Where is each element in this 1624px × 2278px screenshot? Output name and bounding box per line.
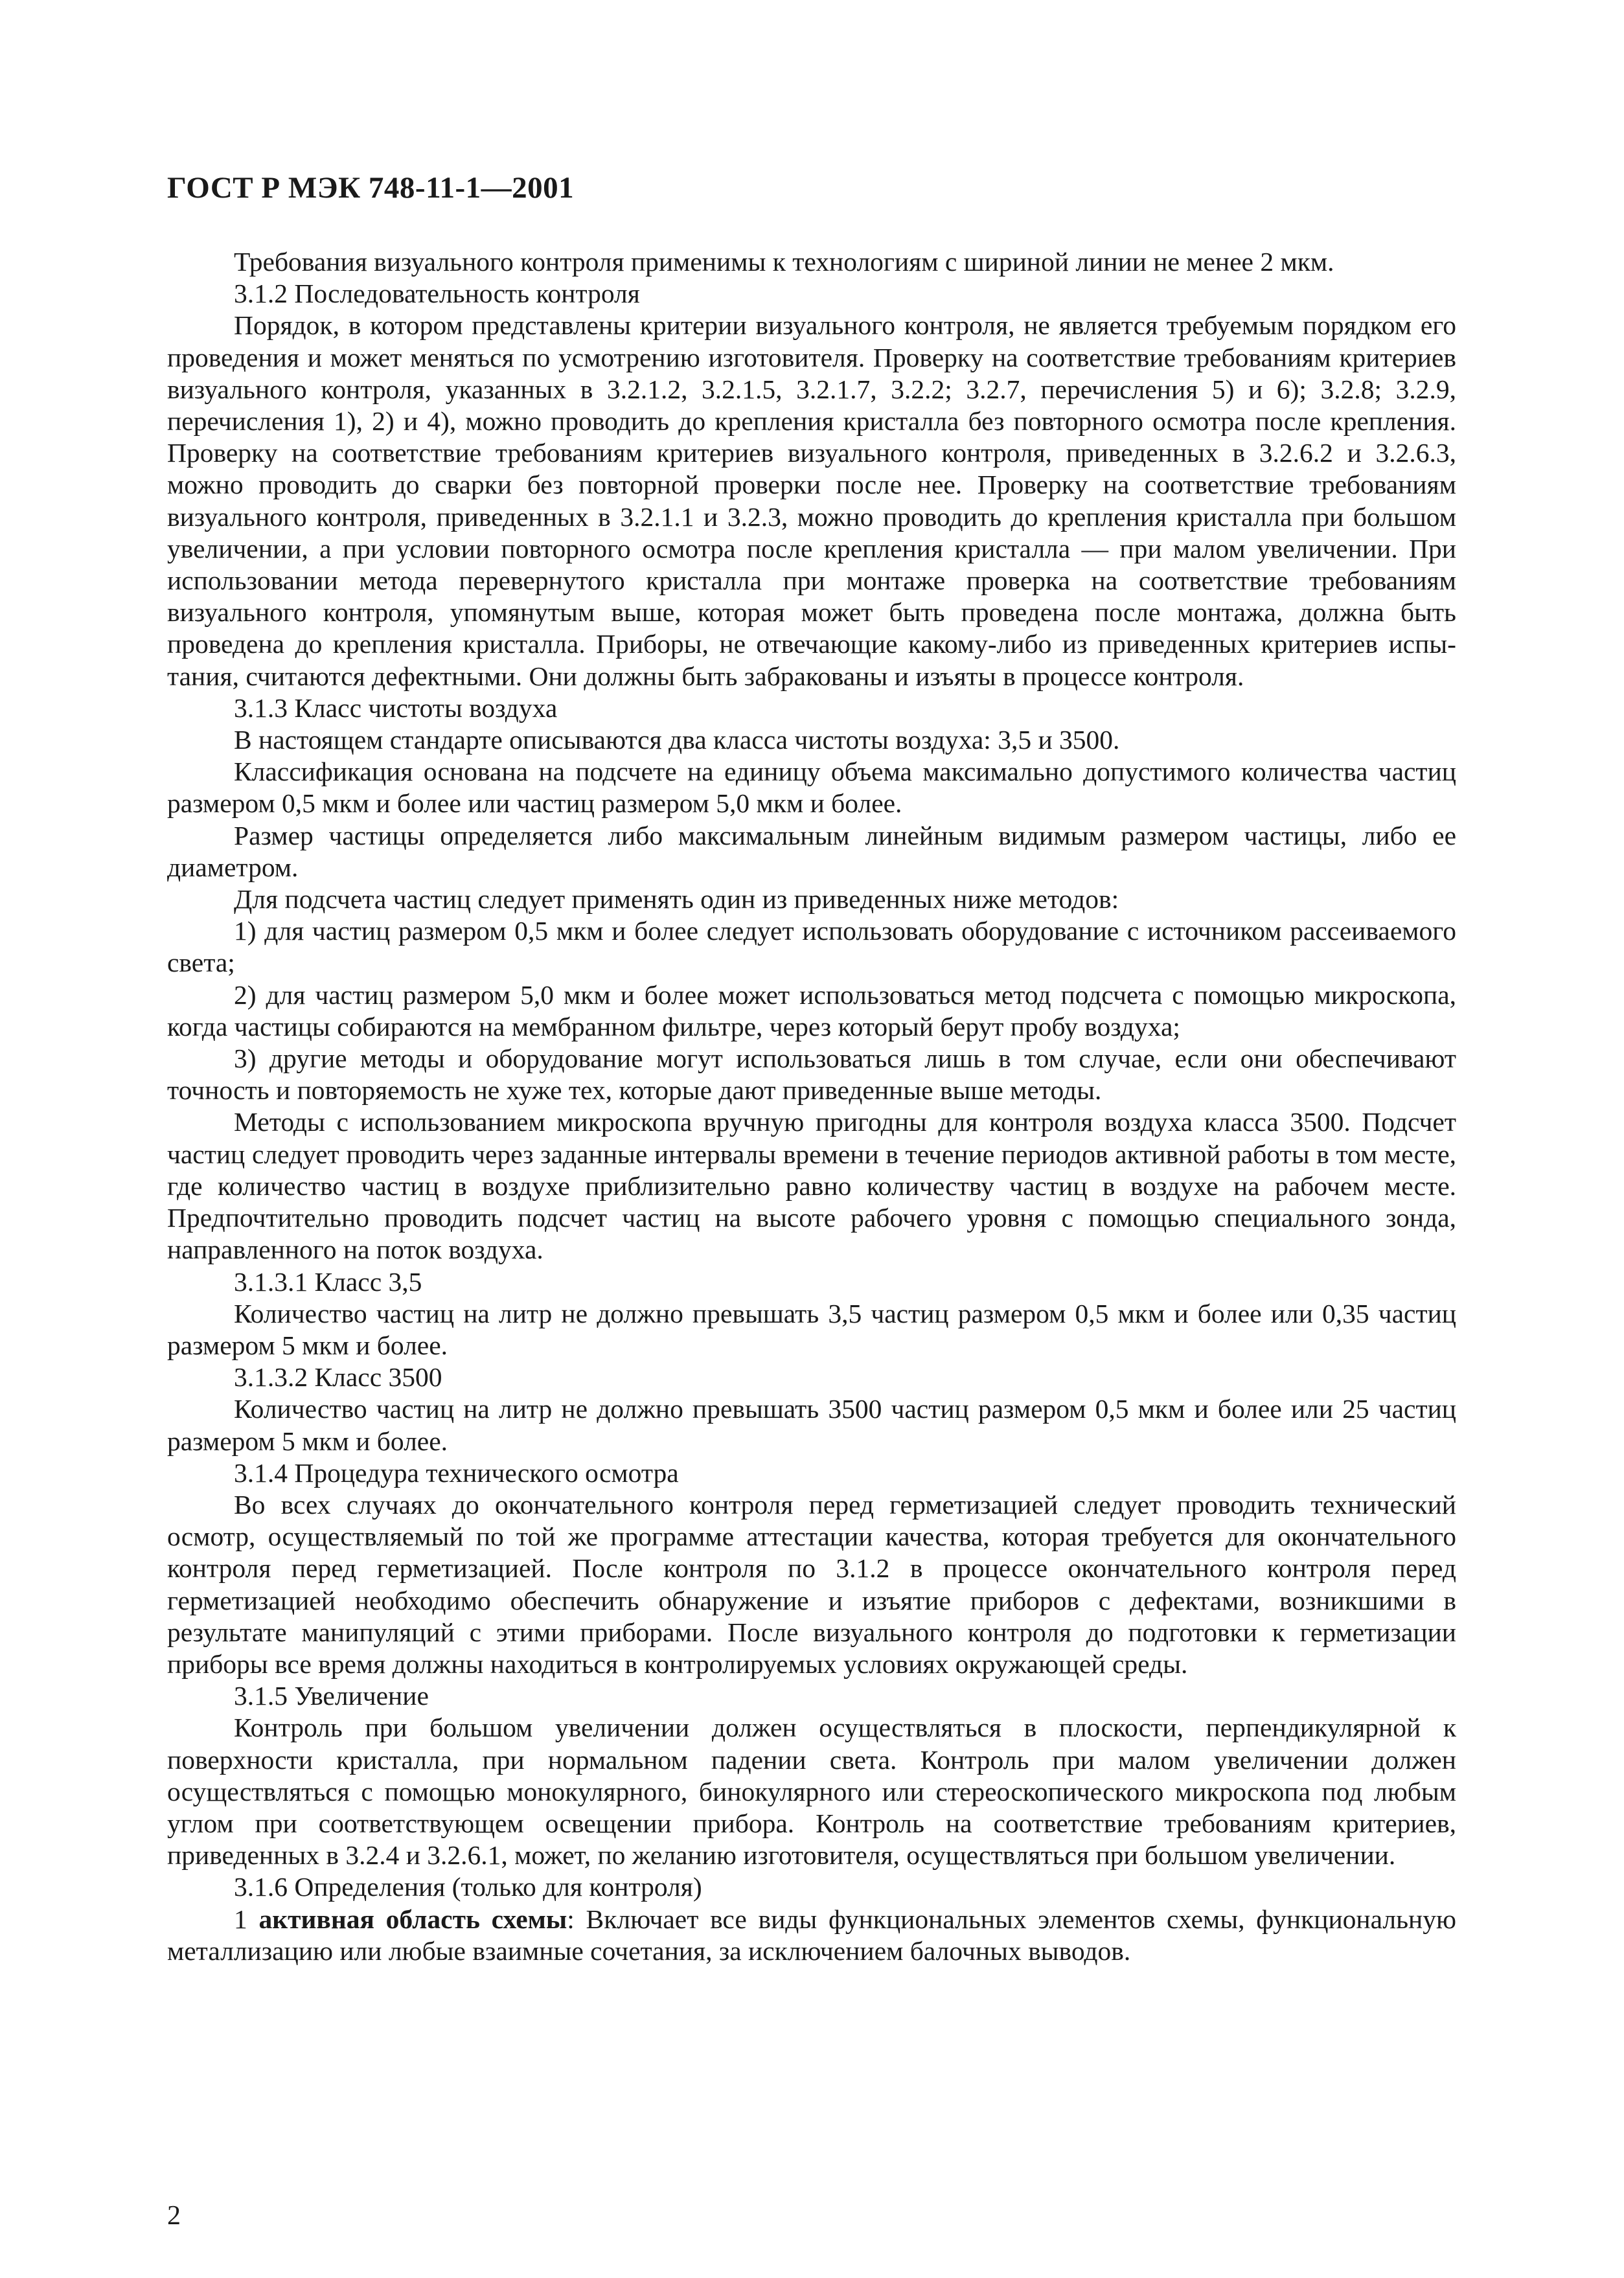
paragraph: Во всех случаях до окончательного контроля перед герметизацией следует проводить технический осмотр, осуществляемый по той же программе аттестации качества, которая требуется для окончательного контроля перед герметизацией. После контроля по 3.1.2 в процессе окончательного контроля перед герметизацией необходимо обеспечить обнаружение и изъятие приборов с дефектами, возникшими в результате манипуляций с этими приборами. После визуального контроля до подготовки к герметизации приборы все время должны находиться в контролируемых условиях окружающей среды. <box>167 1489 1456 1679</box>
section-heading: 3.1.5 Увеличение <box>234 1681 429 1711</box>
definition-number: 1 <box>234 1904 247 1934</box>
paragraph: Требования визуального контроля применимы к технологиям с шириной линии не менее 2 мкм. <box>234 247 1334 277</box>
page-number: 2 <box>167 2201 181 2231</box>
paragraph: Порядок, в котором представлены критерии визуального контроля, не является требуемым порядком его проведения и может меняться по усмотрению изготовителя. Проверку на соответствие требованиям критериев визуального контроля, указанных в 3.2.1.2, 3.2.1.5, 3.2.1.7, 3.2.2; 3.2.7, перечисления 5) и 6); 3.2.8; 3.2.9, перечисления 1), 2) и 4), можно проводить до крепления кристалла без повторного осмотра после крепления. Проверку на соответствие требованиям критериев визуального контроля, приведенных в 3.2.6.2 и 3.2.6.3, можно проводить до сварки без повторной проверки после нее. Проверку на соответствие требованиям визуального контроля, приведенных в 3.2.1.1 и 3.2.3, можно проводить до крепления кристалла при большом увеличении, а при условии повторного осмотра после крепления кристалла — при малом увеличении. При использовании метода перевернутого кристалла при монтаже проверка на соответствие требованиям визуального контроля, упомянутым выше, которая может быть проведена после монтажа, должна быть проведена до крепления кристалла. Приборы, не отвечающие какому-либо из приведенных критериев испытания, считаются дефектными. Они должны быть забракованы и изъяты в процессе контроля. <box>167 310 1456 691</box>
definition-item <box>167 1904 1456 1967</box>
list-item: 3) другие методы и оборудование могут использоваться лишь в том случае, если они обеспечивают точность и повторяемость не хуже тех, которые дают приведенные выше методы. <box>167 1043 1456 1106</box>
document-page <box>167 170 1456 1967</box>
section-heading: 3.1.3.2 Класс 3500 <box>234 1362 442 1393</box>
paragraph: Методы с использованием микроскопа вручную пригодны для контроля воздуха класса 3500. Подсчет частиц следует проводить через заданные интервалы времени в течение периодов активной работы в том месте, где количество частиц в воздухе приблизительно равно количеству частиц в воздухе на рабочем месте. Предпочтительно проводить подсчет частиц на высоте рабочего уровня с помощью специального зонда, направленного на поток воздуха. <box>167 1107 1456 1265</box>
paragraph: В настоящем стандарте описываются два класса чистоты воздуха: 3,5 и 3500. <box>234 725 1120 755</box>
definition-term: активная область схемы <box>258 1904 567 1934</box>
document-body <box>167 246 1456 1967</box>
paragraph: Количество частиц на литр не должно превышать 3500 частиц размером 0,5 мкм и более или 25 частиц размером 5 мкм и более. <box>167 1394 1456 1456</box>
list-item: 1) для частиц размером 0,5 мкм и более следует использовать оборудование с источником рассеиваемого света; <box>167 916 1456 978</box>
paragraph: Для подсчета частиц следует применять один из приведенных ниже методов: <box>234 884 1119 915</box>
paragraph: Количество частиц на литр не должно превышать 3,5 частиц размером 0,5 мкм и более или 0,35 частиц размером 5 мкм и более. <box>167 1298 1456 1360</box>
list-item: 2) для частиц размером 5,0 мкм и более может использоваться метод подсчета с помощью микроскопа, когда частицы собираются на мембранном фильтре, через который берут пробу воздуха; <box>167 979 1456 1042</box>
section-heading: 3.1.4 Процедура технического осмотра <box>234 1457 679 1488</box>
definition-text: : Включает все виды функциональных элементов схемы, функциональную металлизацию или любые взаимные сочетания, за исключением балочных выводов. <box>167 1904 1457 1966</box>
section-heading: 3.1.3.1 Класс 3,5 <box>234 1266 422 1297</box>
paragraph: Контроль при большом увеличении должен осуществляться в плоскости, перпендикулярной к поверхности кристалла, при нормальном падении света. Контроль при малом увеличении должен осуществляться с помощью монокулярного, бинокулярного или стереоскопического микроскопа под любым углом при соответствующем освещении прибора. Контроль на соответствие требованиям критериев, приведенных в 3.2.4 и 3.2.6.1, может, по желанию изготовителя, осуществляться при большом увеличении. <box>167 1713 1456 1871</box>
section-heading: 3.1.2 Последовательность контроля <box>234 279 640 309</box>
paragraph: Классификация основана на подсчете на единицу объема максимально допустимого количества частиц размером 0,5 мкм и более или частиц размером 5,0 мкм и более. <box>167 757 1456 819</box>
paragraph: Размер частицы определяется либо максимальным линейным видимым размером частицы, либо ее диаметром. <box>167 820 1456 882</box>
document-header: ГОСТ Р МЭК 748-11-1—2001 <box>167 171 575 205</box>
section-heading: 3.1.6 Определения (только для контроля) <box>234 1872 702 1902</box>
section-heading: 3.1.3 Класс чистоты воздуха <box>234 692 558 723</box>
